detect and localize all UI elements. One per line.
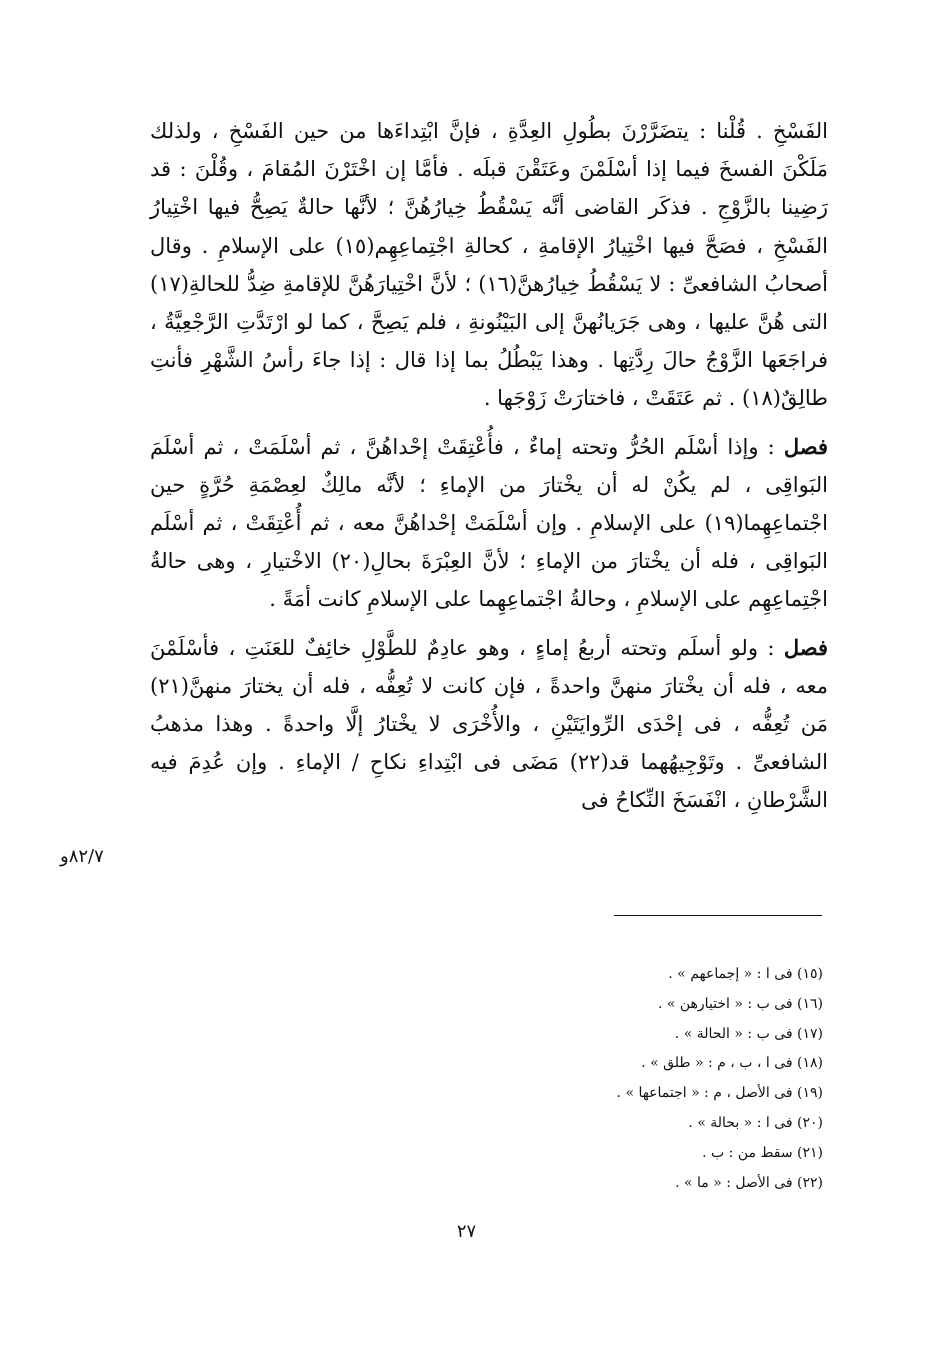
section-heading: فصل: [783, 433, 828, 459]
footnote-item: (١٥) فى ا : « إجماعهم » .: [668, 966, 823, 982]
footnote-item: (١٦) فى ب : « اختيارهن » .: [657, 995, 823, 1012]
main-text: [150, 112, 828, 820]
paragraph-3-text: : ولو أسلَم وتحته أربعُ إماءٍ ، وهو عادِمٌ للطَّوْلِ خائِفٌ للعَنَتِ ، فأسْلَمْنَ معه ، فله أن يخْتارَ منهنَّ واحدةً ، فإن كانت لا تُعِفُّه ، فله أن يختارَ منهنَّ(٢١) مَن تُعِفُّه ، فى إحْدَى الرِّوايَتَيْنِ ، والأُخْرَى لا يخْتارُ إلَّا واحدةً . وهذا مذهبُ الشافعىِّ . وتَوْجِيهُهما قد(٢٢) مَضَى فى ابْتِداءِ نكاحِ / الإماءِ . وإن عُدِمَ فيه الشَّرْطانِ ، انْفَسَخَ النِّكاحُ فى: [150, 635, 829, 813]
footnote-item: (١٨) فى ا ، ب ، م : « طلق » .: [641, 1055, 823, 1072]
page-number: ٢٧: [456, 1221, 477, 1242]
footnote-item: (١٧) فى ب : « الحالة » .: [674, 1025, 823, 1042]
footnote-item: (٢١) سقط من : ب .: [702, 1144, 823, 1161]
paragraph-1: الفَسْخِ . قُلْنا : يتضَرَّرْنَ بطُولِ العِدَّةِ ، فإنَّ ابْتِداءَها من حين الفَسْخِ ، ولذلك مَلَكْنَ الفسخَ فيما إذا أسْلَمْنَ وعَتَقْنَ قبلَه . فأمَّا إن اخْتَرْنَ المُقامَ ، وقُلْنَ : قد رَضِينا بالزَّوْجِ . فذكَر القاضى أنَّه يَسْقُطُ خِيارُهُنَّ ؛ لأنَّها حالةٌ يَصِحُّ فيها اخْتِيارُ الفَسْخِ ، فصَحَّ فيها اخْتِيارُ الإقامةِ ، كحالةِ اجْتِماعِهِم(١٥) على الإسلامِ . وقال أصحابُ الشافعىِّ : لا يَسْقُطُ خِيارُهنَّ(١٦) ؛ لأنَّ اخْتِيارَهُنَّ للإقامةِ ضِدُّ للحالةِ(١٧) التى هُنَّ عليها ، وهى جَرَيانُهنَّ إلى البَيْنُونةِ ، فلم يَصِحَّ ، كما لو ارْتَدَّتِ الرَّجْعِيَّةُ ، فراجَعَها الزَّوْجُ حالَ رِدَّتِها . وهذا يَبْطُلُ بما إذا قال : إذا جاءَ رأسُ الشَّهْرِ فأنتِ طالِقٌ(١٨) . ثم عَتَقَتْ ، فاختارَتْ زَوْجَها .: [150, 119, 829, 411]
paragraph-2-text: : وإذا أسْلَم الحُرُّ وتحته إماءٌ ، فأُعْتِقَتْ إحْداهُنَّ ، ثم أسْلَمَتْ ، ثم أسْلَمَ البَواقِى ، لم يكُنْ له أن يخْتارَ من الإماءِ ؛ لأنَّه مالِكٌ لعِصْمَةِ حُرَّةٍ حين اجْتماعِهِما(١٩) على الإسلامِ . وإن أسْلَمَتْ إحْداهُنَّ معه ، ثم أُعْتِقَتْ ، ثم أسْلَم البَواقِى ، فله أن يخْتارَ من الإماءِ ؛ لأنَّ العِبْرَةَ بحالِ(٢٠) الاخْتيارِ ، وهى حالةُ اجْتِماعِهِم على الإسلامِ ، وحالةُ اجْتماعِهِما على الإسلامِ كانت أمَةً .: [150, 434, 828, 612]
footnote-item: (٢٠) فى ا : « بحالة » .: [688, 1114, 823, 1131]
paragraph-3: [150, 629, 828, 820]
footnote-divider: [614, 915, 822, 916]
footnotes: [403, 960, 823, 1198]
section-heading: فصل: [783, 634, 828, 660]
manuscript-folio-marker: ٨٢/٧و: [60, 846, 104, 867]
paragraph-2: [150, 428, 828, 619]
footnote-item: (١٩) فى الأصل ، م : « اجتماعها » .: [616, 1085, 823, 1102]
footnote-item: (٢٢) فى الأصل : « ما » .: [675, 1174, 823, 1191]
